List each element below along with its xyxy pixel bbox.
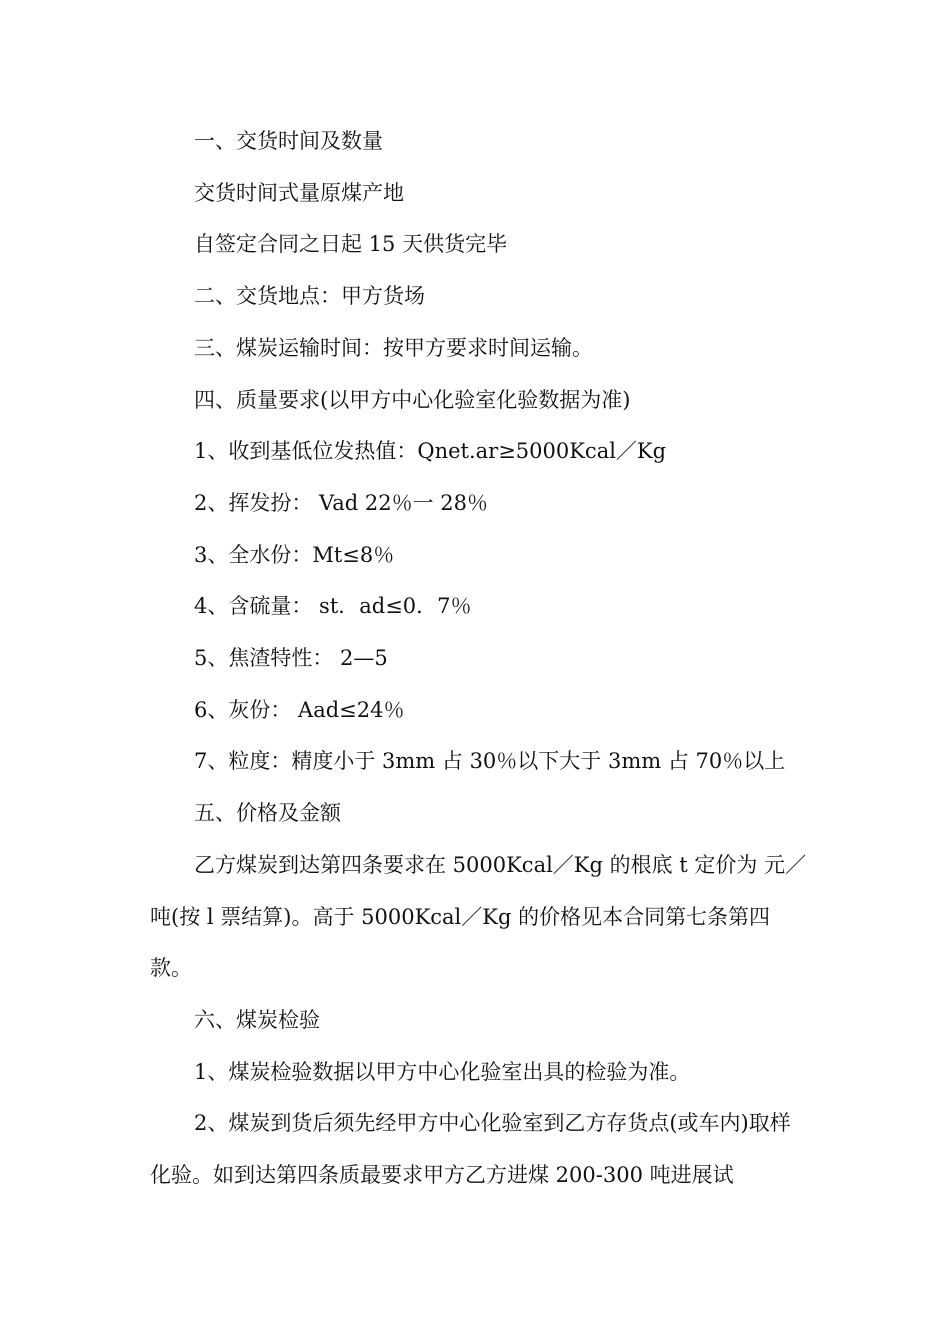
quality-item-granularity: 7、粒度：精度小于 3mm 占 30％以下大于 3mm 占 70％以上 [194,749,786,774]
section-heading-quality: 四、质量要求(以甲方中心化验室化验数据为准) [194,387,631,412]
quality-item-sulfur: 4、含硫量： st．ad≤0．7％ [194,594,472,619]
quality-item-ash: 6、灰份： Aad≤24％ [194,697,405,722]
section-heading-location: 二、交货地点：甲方货场 [194,284,425,309]
document-body [150,116,810,1202]
quality-item-moisture: 3、全水份：Mt≤8％ [194,542,395,567]
section-heading-transport: 三、煤炭运输时间：按甲方要求时间运输。 [194,335,593,360]
section-heading-inspection: 六、煤炭检验 [194,1007,320,1032]
section-heading-price: 五、价格及金额 [194,801,341,826]
section-heading-delivery: 一、交货时间及数量 [194,129,383,153]
quality-item-volatile: 2、挥发扮： Vad 22％一 28％ [194,490,489,515]
price-paragraph: 乙方煤炭到达第四条要求在 5000Kcal／Kg 的根底 t 定价为 元／吨(按 l 票结算)。高于 5000Kcal／Kg 的价格见本合同第七条第四款。 [150,852,807,981]
quality-item-coke-residue: 5、焦渣特性： 2—5 [194,646,388,671]
delivery-period: 自签定合同之日起 15 天供货完毕 [194,232,508,257]
inspection-item-2: 2、煤炭到货后须先经甲方中心化验室到乙方存货点(或车内)取样化验。如到达第四条质最要求甲方乙方进煤 200-300 吨进展试 [150,1111,791,1188]
delivery-line: 交货时间式量原煤产地 [194,180,404,205]
inspection-item-1: 1、煤炭检验数据以甲方中心化验室出具的检验为准。 [194,1059,691,1084]
quality-item-heat-value: 1、收到基低位发热值：Qnet.ar≥5000Kcal／Kg [194,439,667,464]
